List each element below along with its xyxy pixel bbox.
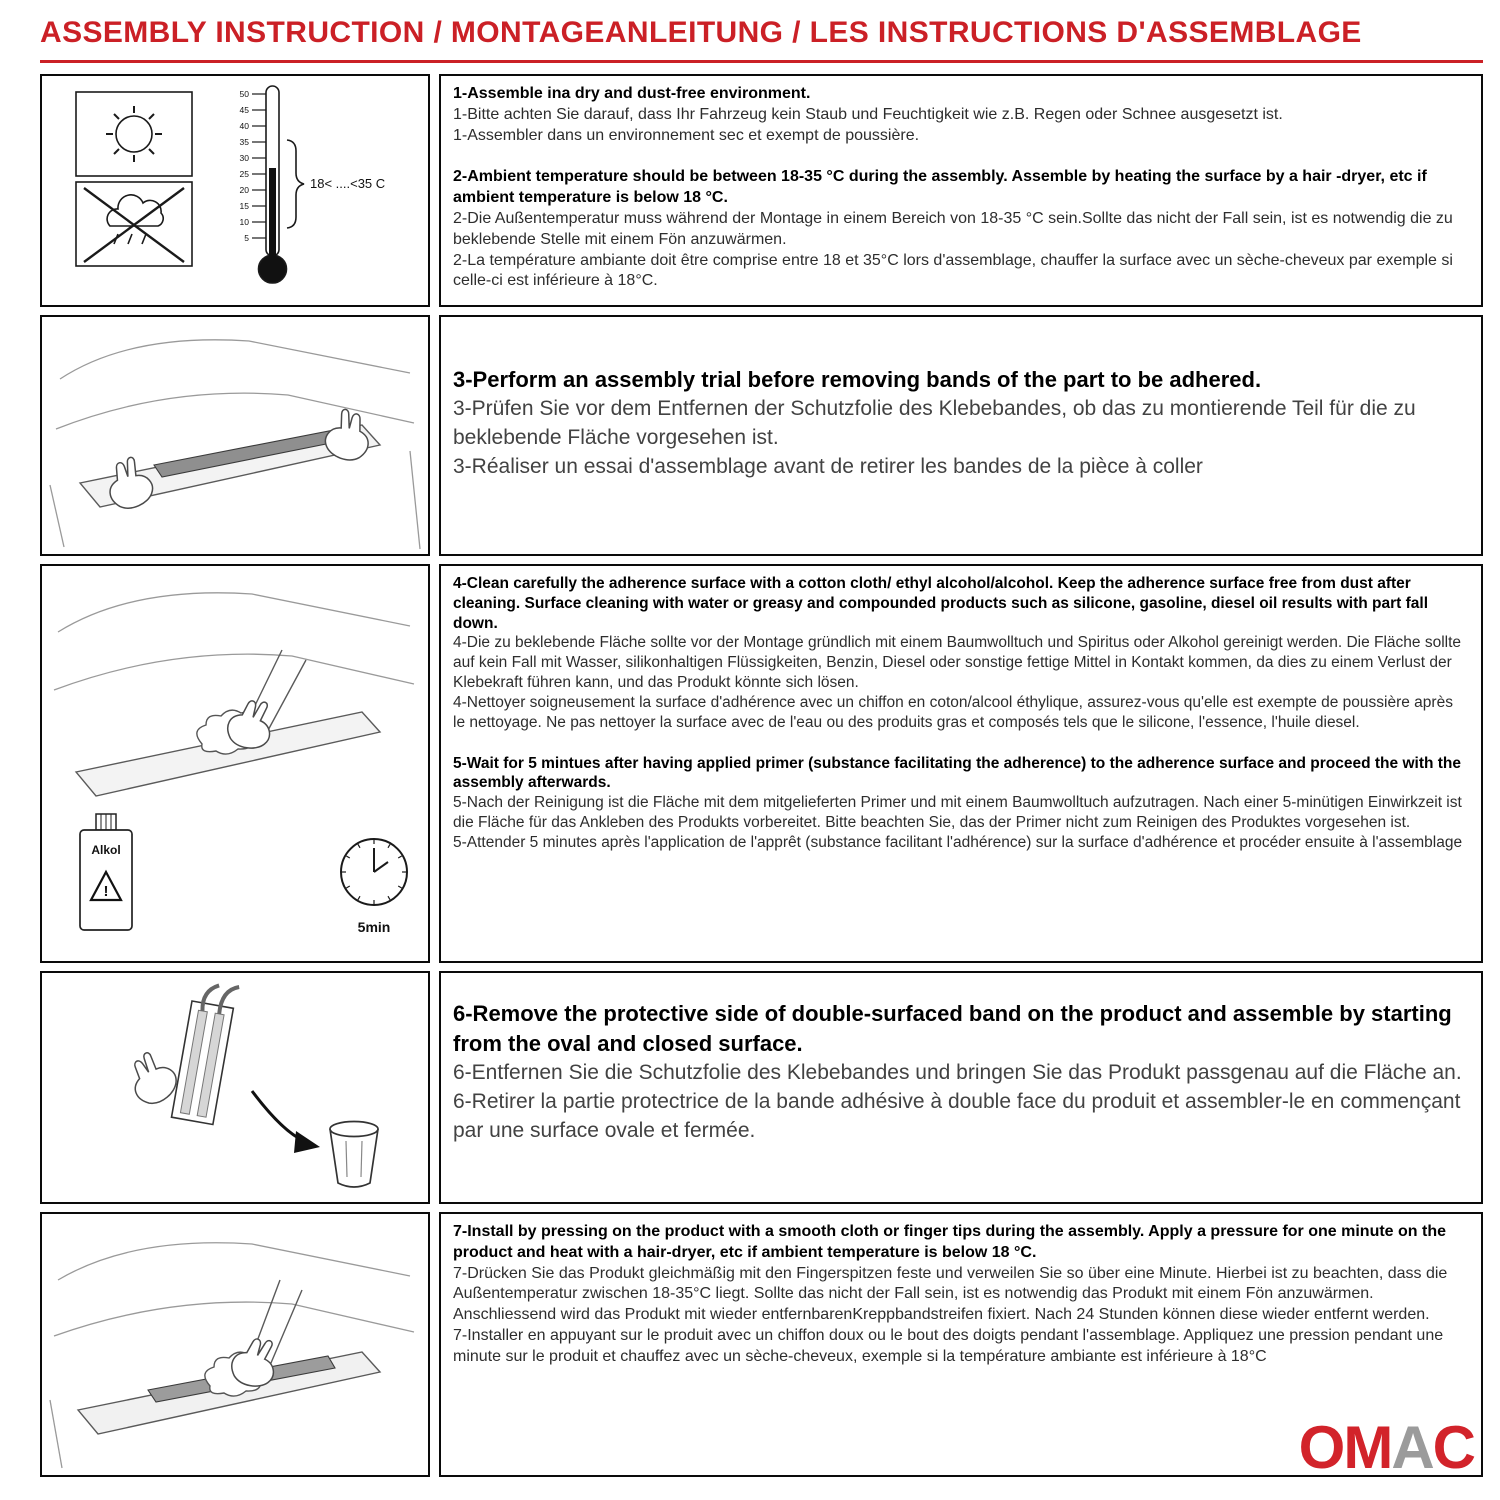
tick-label: 15 — [239, 201, 249, 211]
logo-text-om: OM — [1298, 1414, 1392, 1481]
instructions-step-1-2 — [439, 74, 1483, 307]
instruction-3-fr: 3-Réaliser un essai d'assemblage avant de retirer les bandes de la pièce à coller — [453, 454, 1203, 478]
instruction-1-de: 1-Bitte achten Sie darauf, dass Ihr Fahrzeug kein Staub und Feuchtigkeit wie z.B. Regen oder Schnee ausgesetzt ist. — [453, 105, 1283, 123]
trash-can-icon — [330, 1122, 378, 1188]
thermometer-icon — [252, 86, 287, 283]
clock-duration-label: 5min — [357, 919, 391, 935]
temp-range-label: 18< ....<35 C — [310, 176, 386, 191]
instruction-4-de: 4-Die zu beklebende Fläche sollte vor der Montage gründlich mit einem Baumwolltuch und Spiritus oder Alkohol gereinigt werden. Die Fläche sollte auf kein Fall mit Wasser, silikonhaltigen Flüssigkeiten, Benzin, Diesel oder sonstige fettige Mittel in Kontakt kommen, da dies zu einem Verlust der Klebekraft führen kann, und das Produkt könnte sich lösen. — [453, 634, 1462, 692]
tick-label: 20 — [239, 185, 249, 195]
instruction-7-en: 7-Install by pressing on the product with a smooth cloth or finger tips during the assembly. Apply a pressure for one minute on the product and heat with a hair-dryer, etc if ambient temperature is below 18 °C. — [453, 1223, 1446, 1261]
instruction-7-de: 7-Drücken Sie das Produkt gleichmäßig mit den Fingerspitzen feste und verweilen Sie so über eine Minute. Hierbei ist zu beachten, dass die Außentemperatur zwischen 18-35°C liegt. Sollte das nicht der Fall sein, ist es notwendig das Produkt mit einem Fön anzuwärmen. Anschliessend wird das Produkt mit wieder entfernbarenKreppbandstreifen fixiert. Nach 24 Stunden können diese wieder entfernt werden. — [453, 1264, 1448, 1324]
tick-label: 30 — [239, 153, 249, 163]
instruction-6-de: 6-Entfernen Sie die Schutzfolie des Klebebandes und bringen Sie das Produkt passgenau auf die Fläche an. — [453, 1061, 1462, 1085]
remove-band-illustration — [42, 973, 428, 1202]
page-title: ASSEMBLY INSTRUCTION / MONTAGEANLEITUNG / LES INSTRUCTIONS D'ASSEMBLAGE — [40, 16, 1362, 49]
section-assembly-trial — [40, 315, 1483, 556]
instruction-2-fr: 2-La température ambiante doit être comprise entre 18 et 35°C lors d'assemblage, chauffer la surface avec un sèche-cheveux par exemple si celle-ci est inférieure à 18°C. — [453, 251, 1453, 290]
sun-box — [76, 92, 192, 176]
tick-label: 10 — [239, 217, 249, 227]
logo-text-a: A — [1391, 1414, 1433, 1481]
instruction-1-en: 1-Assemble ina dry and dust-free environment. — [453, 85, 811, 102]
product-strips-icon — [172, 979, 240, 1125]
instruction-6-fr: 6-Retirer la partie protectrice de la bande adhésive à double face du produit et assembler-le en commençant par une surface ovale et fermée. — [453, 1090, 1461, 1142]
instruction-7-fr: 7-Installer en appuyant sur le produit avec un chiffon doux ou le bout des doigts pendant l'assemblage. Appliquez une pression pendant une minute sur le produit et chauffez avec un sèche-cheveux, exemple si la température ambiante est inférieure à 18°C — [453, 1326, 1444, 1365]
tick-label: 50 — [239, 89, 249, 99]
illustration-temperature-conditions — [40, 74, 430, 307]
alcohol-bottle-icon — [80, 814, 132, 930]
instruction-4-fr: 4-Nettoyer soigneusement la surface d'adhérence avec un chiffon en coton/alcool éthylique, assurez-vous qu'elle est exempte de poussière après le nettoyage. Ne pas nettoyer la surface avec de l'eau ou des produits gras et composés tels que le silicone, l'essence, l'huile diesel. — [453, 693, 1453, 731]
title-underline — [40, 60, 1483, 63]
range-brace-icon — [287, 140, 304, 228]
instruction-3-en: 3-Perform an assembly trial before removing bands of the part to be adhered. — [453, 367, 1262, 392]
warning-exclamation: ! — [103, 883, 109, 900]
no-rain-icon — [84, 188, 184, 262]
cleaning-illustration — [42, 566, 428, 961]
tick-label: 40 — [239, 121, 249, 131]
door-frame-lines — [54, 593, 414, 690]
bottle-label: Alkol — [91, 843, 121, 857]
section-cleaning-primer — [40, 564, 1483, 963]
instructions-step-3 — [439, 315, 1483, 556]
instruction-2-de: 2-Die Außentemperatur muss während der Montage in einem Bereich von 18-35 °C sein.Sollte das nicht der Fall sein, ist es notwendig die zu beklebende Stelle mit einem Fön anzuwärmen. — [453, 209, 1453, 248]
temperature-illustration — [42, 76, 428, 305]
tick-label: 5 — [244, 233, 249, 243]
omac-logo — [1298, 1414, 1474, 1481]
instruction-4-en: 4-Clean carefully the adherence surface with a cotton cloth/ ethyl alcohol/alcohol. Keep the adherence surface free from dust after cleaning. Surface cleaning with water or greasy and compounded products such as silicone, gasoline, diesel oil results with part fall down. — [453, 575, 1429, 632]
instruction-2-en: 2-Ambient temperature should be between 18-35 °C during the assembly. Assemble by heating the surface by a hair -dryer, etc if ambient temperature is below 18 °C. — [453, 168, 1427, 207]
clock-icon — [341, 839, 407, 935]
instruction-5-en: 5-Wait for 5 mintues after having applied primer (substance facilitating the adherence) to the adherence surface and proceed the with the assembly afterwards. — [453, 754, 1461, 792]
tick-label: 45 — [239, 105, 249, 115]
instruction-5-fr: 5-Attender 5 minutes après l'application de l'apprêt (substance facilitant l'adhérence) sur la surface d'adhérence et procéder ensuite à l'assemblage — [453, 833, 1463, 851]
arrow-head — [294, 1131, 320, 1153]
tick-label: 25 — [239, 169, 249, 179]
instructions-step-6 — [439, 971, 1483, 1204]
illustration-press-install — [40, 1212, 430, 1477]
logo-text-c: C — [1432, 1414, 1474, 1481]
instruction-1-fr: 1-Assembler dans un environnement sec et exempt de poussière. — [453, 126, 920, 144]
hand-icon — [121, 1046, 183, 1110]
illustration-cleaning — [40, 564, 430, 963]
instruction-6-en: 6-Remove the protective side of double-surfaced band on the product and assemble by starting from the oval and closed surface. — [453, 1001, 1452, 1057]
illustration-assembly-trial — [40, 315, 430, 556]
instruction-3-de: 3-Prüfen Sie vor dem Entfernen der Schutzfolie des Klebebandes, ob das zu montierende Teil für die zu beklebende Fläche vorgesehen ist. — [453, 397, 1416, 449]
illustration-remove-band — [40, 971, 430, 1204]
section-press-install — [40, 1212, 1483, 1477]
section-environment-temperature — [40, 74, 1483, 307]
press-install-illustration — [42, 1214, 428, 1475]
section-remove-protective-band — [40, 971, 1483, 1204]
tick-label: 35 — [239, 137, 249, 147]
instruction-5-de: 5-Nach der Reinigung ist die Fläche mit dem mitgelieferten Primer und mit einem Baumwolltuch aufzutragen. Nach einer 5-minütigen Einwirkzeit ist die Fläche für das Ankleben des Produkts vorbereitet. Bitte beachten Sie, das der Primer nicht zum Reinigen des Produktes vorgesehen ist. — [453, 794, 1462, 832]
instructions-step-4-5 — [439, 564, 1483, 963]
assembly-trial-illustration — [42, 317, 428, 554]
sun-icon — [106, 106, 162, 162]
